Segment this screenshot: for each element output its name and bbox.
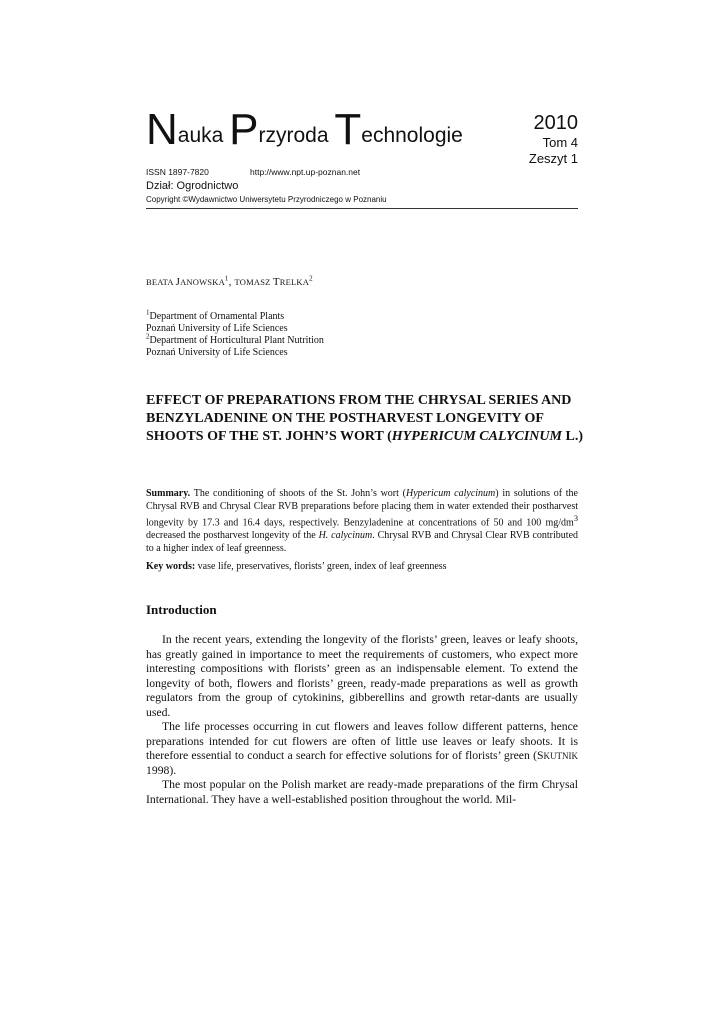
- section-label: Dział: Ogrodnictwo: [146, 180, 239, 192]
- affiliation-1-univ: Poznań University of Life Sciences: [146, 323, 288, 334]
- journal-title: Nauka Przyroda Technologie: [146, 105, 463, 154]
- summary-label: Summary.: [146, 488, 191, 499]
- paragraph: The life processes occurring in cut flowers and leaves follow different patterns, hence preparations intended for cut flowers are often of little use leaves or leafy shoots. It is therefore essential to conduct a search for effective solutions for of florists’ green (SKUTNIK 1998).: [146, 720, 578, 777]
- paragraph: The most popular on the Polish market are ready-made preparations of the firm Chrysal International. They have a well-established position throughout the world. Mil-: [146, 778, 578, 806]
- affiliations: [146, 308, 324, 359]
- article-title: EFFECT OF PREPARATIONS FROM THE CHRYSAL SERIES AND BENZYLADENINE ON THE POSTHARVEST LONGEVITY OF SHOOTS OF THE ST. JOHN’S WORT (HYPERICUM CALYCINUM L.): [146, 393, 583, 444]
- volume-number: Tom 4: [542, 135, 578, 150]
- affiliation-2-univ: Poznań University of Life Sciences: [146, 347, 288, 358]
- authors: BEATA JANOWSKA$^1$, TOMASZ TRELKA$^2$: [146, 274, 313, 288]
- author-1-first: BEATA: [146, 277, 176, 287]
- issn: ISSN 1897-7820: [146, 167, 209, 177]
- section-heading-introduction: Introduction: [146, 602, 217, 617]
- affiliation-2-dept: $^2$Department of Horticultural Plant Nutrition: [146, 332, 324, 346]
- key-words: Key words: vase life, preservatives, florists’ green, index of leaf greenness: [146, 561, 447, 572]
- summary: Summary. The conditioning of shoots of the St. John’s wort (Hypericum calycinum) in solutions of the Chrysal RVB and Chrysal Clear RVB preparations before placing them in water extended their postharvest longevity by 17.3 and 16.4 days, respectively. Benzyladenine at concentrations of 50 and 100 $mg/dm^3$ decreased the postharvest longevity of the H. calycinum. Chrysal RVB and Chrysal Clear RVB contributed to a higher index of leaf greenness.: [146, 488, 579, 554]
- author-2-first: TOMASZ: [234, 277, 273, 287]
- copyright: Copyright ©Wydawnictwo Uniwersytetu Przyrodniczego w Poznaniu: [146, 195, 387, 204]
- introduction-body: [146, 633, 578, 807]
- affiliation-1-dept: $^1$Department of Ornamental Plants: [146, 308, 285, 322]
- paragraph: In the recent years, extending the longevity of the florists’ green, leaves or leafy shoots, has greatly gained in importance to meet the requirements of customers, who expect more interesting compositions with florists’ green as an indispensable element. To extend the longevity of both, flowers and florists’ green, ready-made preparations as well as growth regulators from the group of cytokinins, gibberellins and growth retar-dants are usually used.: [146, 633, 578, 719]
- key-words-label: Key words:: [146, 561, 196, 572]
- issue-number: Zeszyt 1: [528, 151, 578, 166]
- journal-url[interactable]: http://www.npt.up-poznan.net: [250, 167, 361, 177]
- publication-year: 2010: [533, 112, 578, 134]
- header-divider: [146, 208, 578, 209]
